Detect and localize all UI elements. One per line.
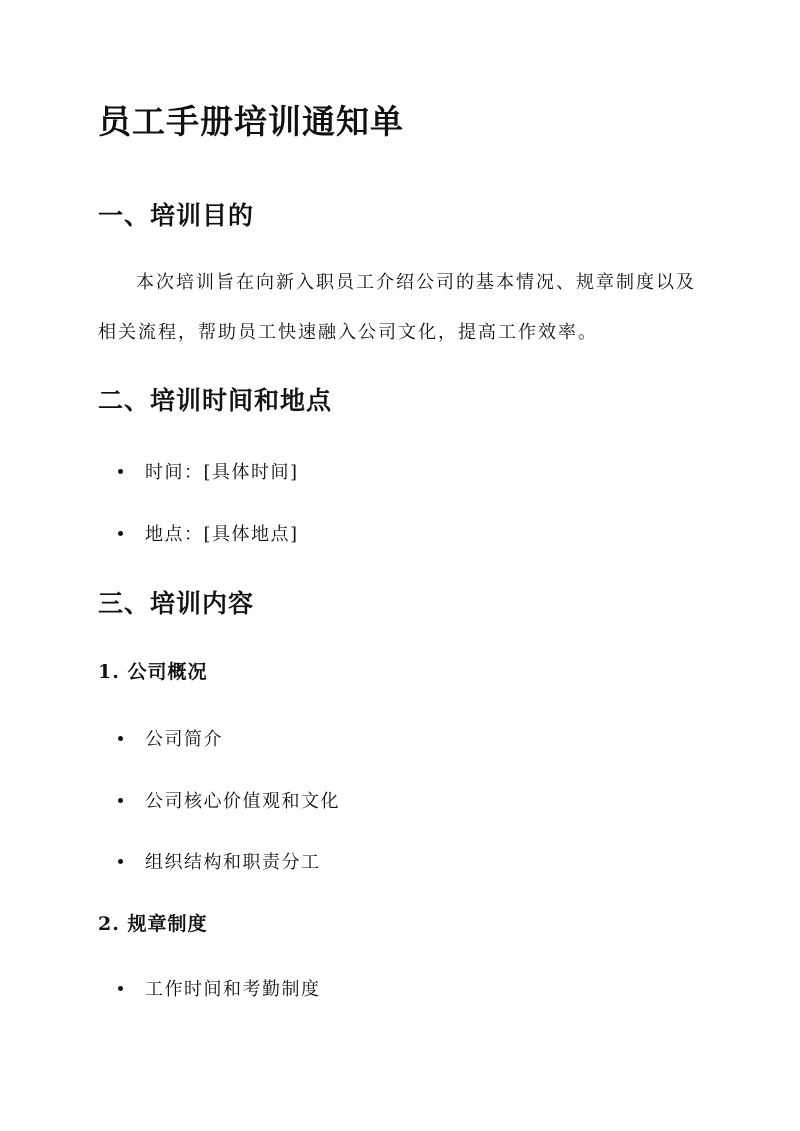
purpose-paragraph: 本次培训旨在向新入职员工介绍公司的基本情况、规章制度以及相关流程，帮助员工快速融入公司文化，提高工作效率。 xyxy=(98,272,696,343)
bullet-icon xyxy=(118,986,123,991)
list-item xyxy=(118,725,223,751)
list-item xyxy=(118,848,321,874)
section-heading-content: 三、培训内容 xyxy=(98,589,255,618)
list-item-text: 公司简介 xyxy=(145,729,223,750)
section-heading-purpose: 一、培训目的 xyxy=(98,201,255,230)
bullet-icon xyxy=(118,469,123,474)
section-heading-time-location: 二、培训时间和地点 xyxy=(98,386,333,415)
list-item-location xyxy=(118,520,299,546)
list-item-text: 公司核心价值观和文化 xyxy=(145,791,340,812)
list-item xyxy=(118,975,321,1001)
document-title: 员工手册培训通知单 xyxy=(98,102,404,141)
list-item-text: 组织结构和职责分工 xyxy=(145,852,321,873)
list-item xyxy=(118,787,340,813)
bullet-icon xyxy=(118,736,123,741)
list-item-text: 地点：[具体地点] xyxy=(145,524,299,545)
bullet-icon xyxy=(118,531,123,536)
bullet-icon xyxy=(118,859,123,864)
subsection-heading-company-overview: 1. 公司概况 xyxy=(98,661,208,683)
list-item-time xyxy=(118,458,299,484)
subsection-heading-rules: 2. 规章制度 xyxy=(98,913,208,935)
list-item-text: 工作时间和考勤制度 xyxy=(145,979,321,1000)
bullet-icon xyxy=(118,798,123,803)
list-item-text: 时间：[具体时间] xyxy=(145,462,299,483)
